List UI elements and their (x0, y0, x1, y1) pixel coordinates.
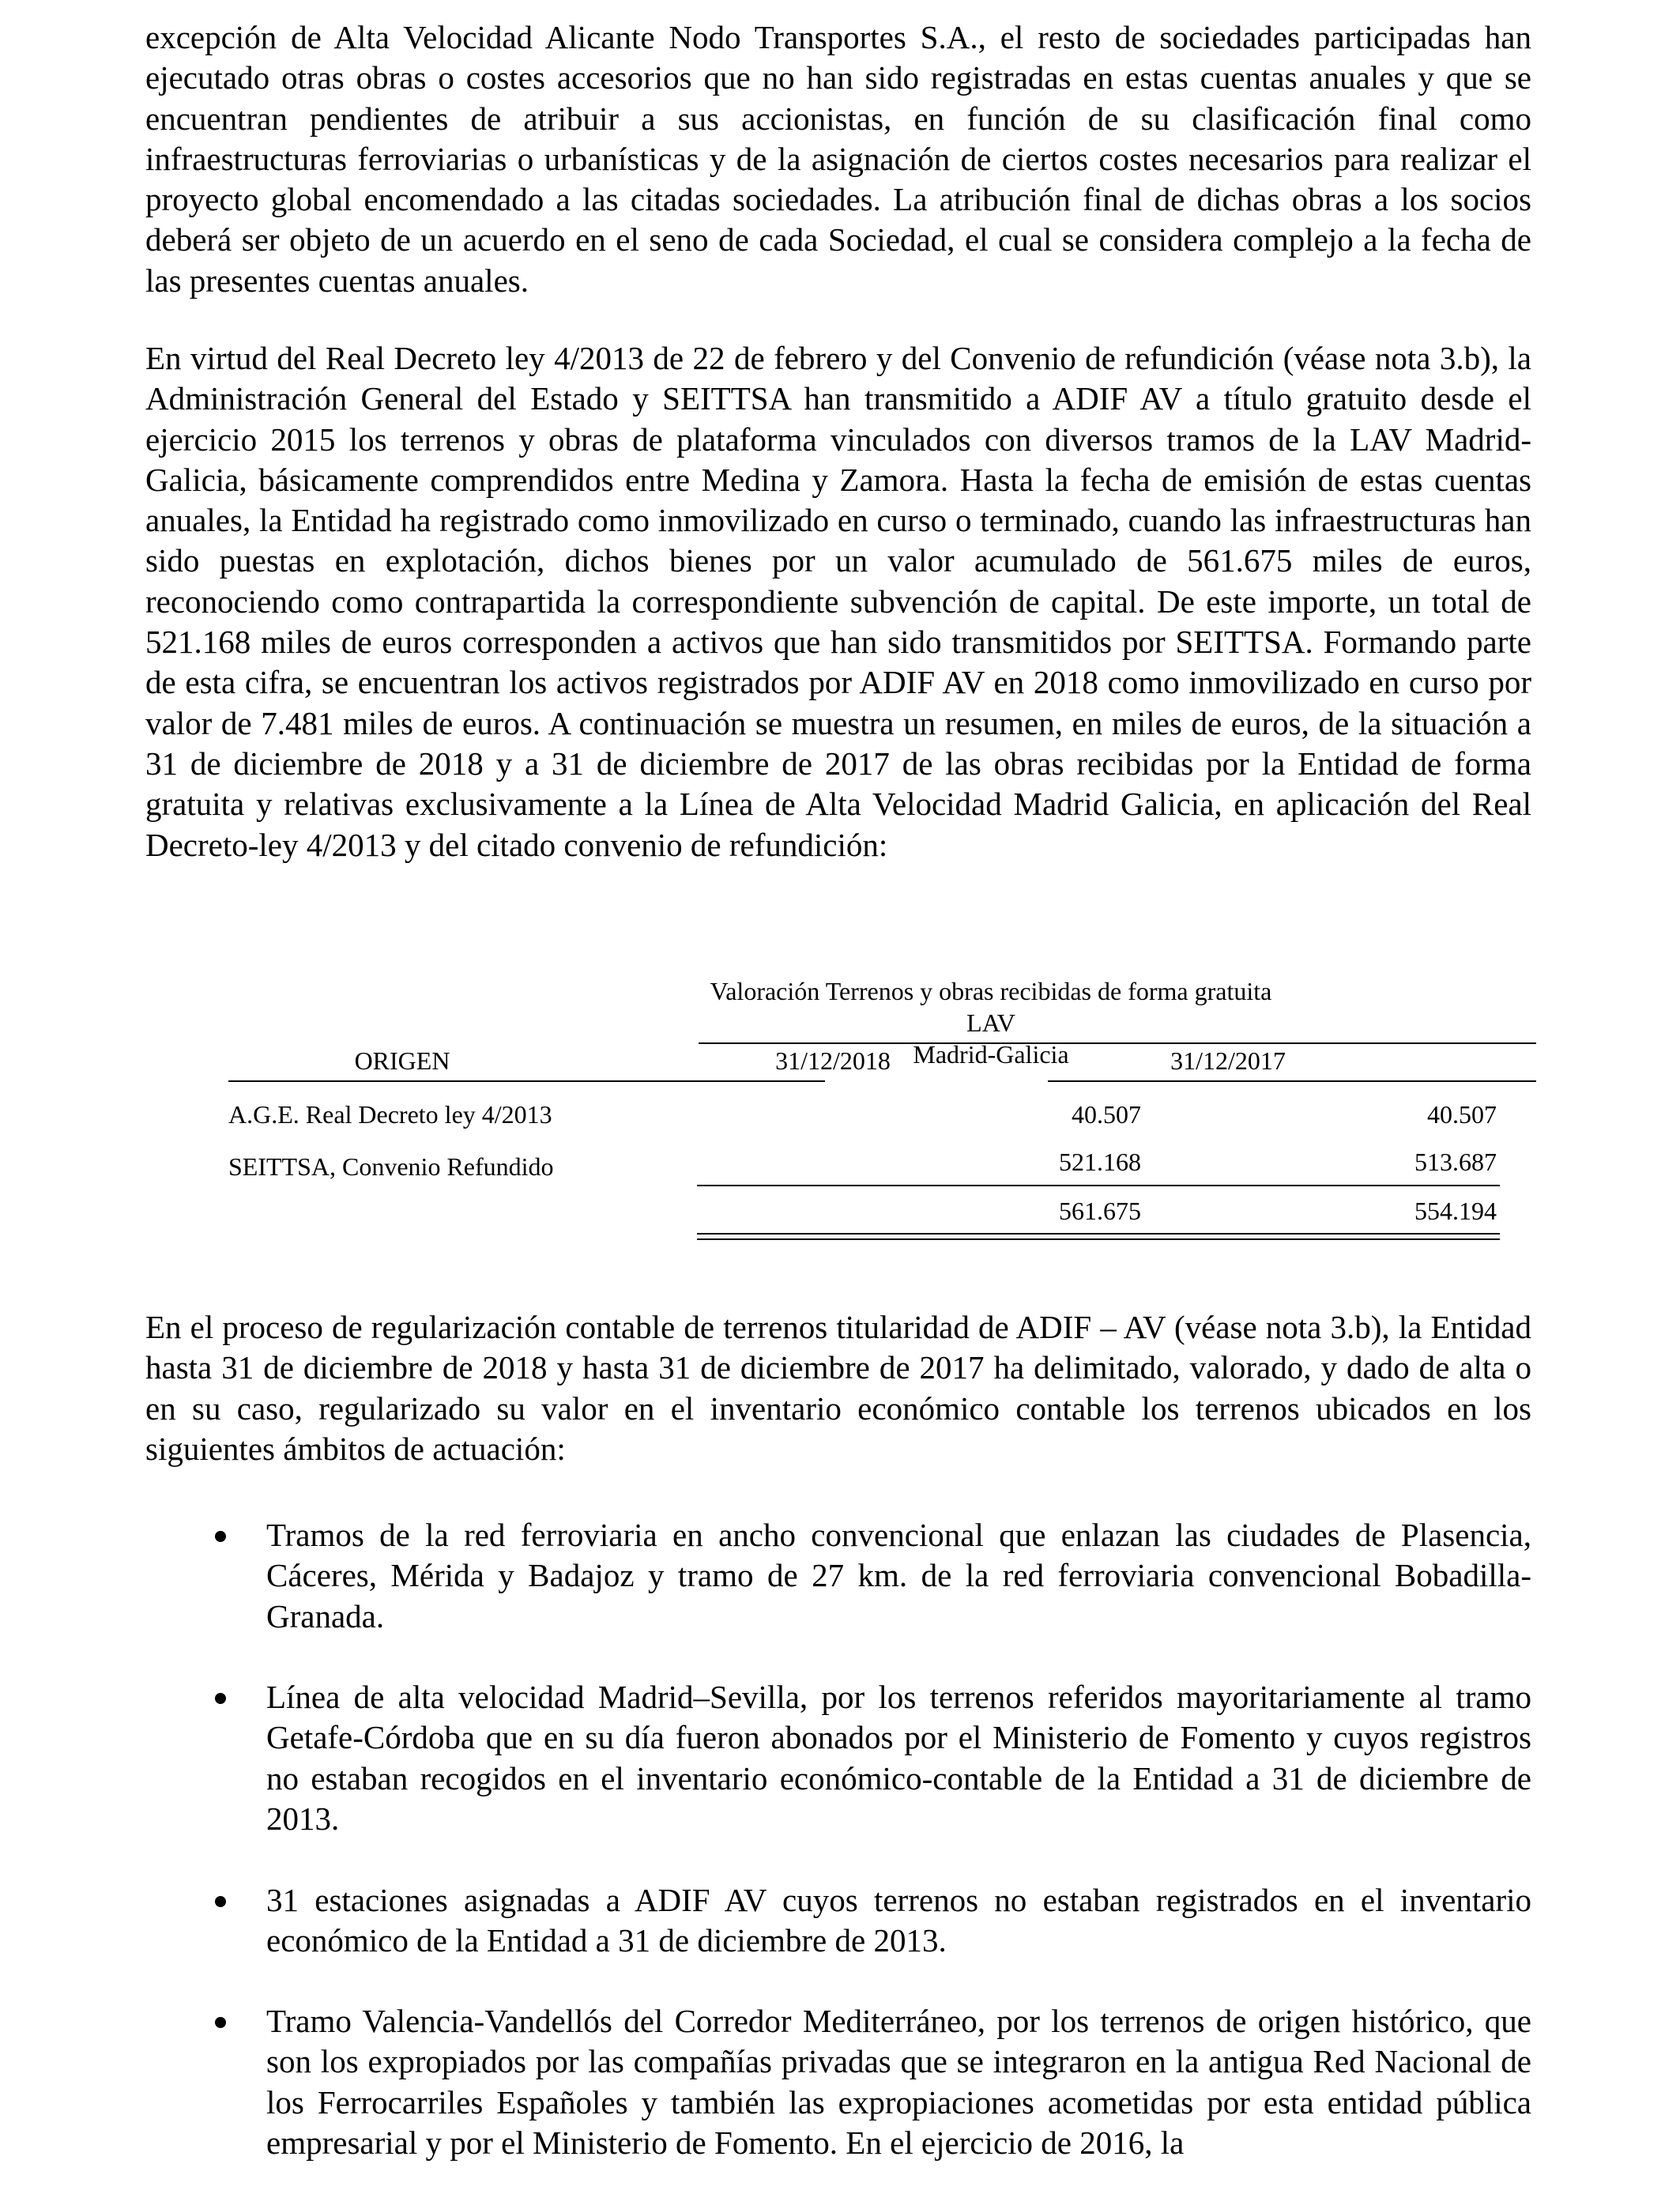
table-row-label: SEITTSA, Convenio Refundido (228, 1152, 554, 1181)
table-row-label: A.G.E. Real Decreto ley 4/2013 (228, 1100, 552, 1129)
bullet-icon (215, 1693, 226, 1704)
header-underline-origen (228, 1080, 825, 1082)
valuation-table (145, 950, 1531, 1266)
table-cell-2017: 513.687 (1414, 1148, 1497, 1176)
table-total-2018: 561.675 (1059, 1197, 1141, 1225)
table-caption-line-2: Madrid-Galicia (913, 1040, 1069, 1069)
header-underline-2017 (1048, 1080, 1536, 1082)
table-caption-line-1: Valoración Terrenos y obras recibidas de forma gratuita LAV (710, 977, 1272, 1037)
table-cell-2017: 40.507 (1427, 1100, 1497, 1129)
table-total-2017: 554.194 (1414, 1197, 1497, 1225)
table-cell-2018: 521.168 (1059, 1148, 1141, 1176)
table-cell-2018: 40.507 (1072, 1100, 1141, 1129)
subtotal-rule-2017 (1051, 1185, 1500, 1186)
bullet-icon (215, 2017, 226, 2028)
list-item-text: Línea de alta velocidad Madrid–Sevilla, por los terrenos referidos mayoritariamente al tramo Getafe-Córdoba que en su día fueron abonados por el Ministerio de Fomento y cuyos registros no estaban recogidos en el inventario económico-contable de la Entidad a 31 de diciembre de 2013. (266, 1679, 1531, 1837)
bullet-icon (215, 1531, 226, 1542)
list-item-text: Tramo Valencia-Vandellós del Corredor Mediterráneo, por los terrenos de origen histórico, que son los expropiados por las compañías privadas que se integraron en la antigua Red Nacional de los Ferrocarriles Españoles y también las expropiaciones acometidas por esta entidad pública empresarial y por el Ministerio de Fomento. En el ejercicio de 2016, la (266, 2003, 1531, 2161)
list-item-text: 31 estaciones asignadas a ADIF AV cuyos terrenos no estaban registrados en el inventario económico de la Entidad a 31 de diciembre de 2013. (266, 1882, 1531, 1959)
column-header-origen: ORIGEN (354, 1046, 450, 1075)
paragraph-3: En el proceso de regularización contable de terrenos titularidad de ADIF – AV (véase nota 3.b), la Entidad hasta 31 de diciembre de 2018 y hasta 31 de diciembre de 2017 ha delimitado, valorado, y dado de alta o en su caso, regularizado su valor en el inventario económico contable los terrenos ubicados en los siguientes ámbitos de actuación: (145, 1309, 1531, 1467)
bullet-icon (215, 1896, 226, 1907)
column-header-2018: 31/12/2018 (775, 1046, 891, 1075)
caption-underline (699, 1042, 1536, 1044)
list-item-text: Tramos de la red ferroviaria en ancho convencional que enlazan las ciudades de Plasencia, Cáceres, Mérida y Badajoz y tramo de 27 km. de la red ferroviaria convencional Bobadilla-Granada. (266, 1517, 1531, 1634)
paragraph-1: excepción de Alta Velocidad Alicante Nodo Transportes S.A., el resto de sociedades participadas han ejecutado otras obras o costes accesorios que no han sido registradas en estas cuentas anuales y que se encuentran pendientes de atribuir a sus accionistas, en función de su clasificación final como infraestructuras ferroviarias o urbanísticas y de la asignación de ciertos costes necesarios para realizar el proyecto global encomendado a las citadas sociedades. La atribución final de dichas obras a los socios deberá ser objeto de un acuerdo en el seno de cada Sociedad, el cual se considera complejo a la fecha de las presentes cuentas anuales. (145, 19, 1531, 299)
total-double-rule-2017 (1051, 1233, 1500, 1240)
column-header-2017: 31/12/2017 (1170, 1046, 1286, 1075)
paragraph-2: En virtud del Real Decreto ley 4/2013 de 22 de febrero y del Convenio de refundición (véase nota 3.b), la Administración General del Estado y SEITTSA han transmitido a ADIF AV a título gratuito desde el ejercicio 2015 los terrenos y obras de plataforma vinculados con diversos tramos de la LAV Madrid-Galicia, básicamente comprendidos entre Medina y Zamora. Hasta la fecha de emisión de estas cuentas anuales, la Entidad ha registrado como inmovilizado en curso o terminado, cuando las infraestructuras han sido puestas en explotación, dichos bienes por un valor acumulado de 561.675 miles de euros, reconociendo como contrapartida la correspondiente subvención de capital. De este importe, un total de 521.168 miles de euros corresponden a activos que han sido transmitidos por SEITTSA. Formando parte de esta cifra, se encuentran los activos registrados por ADIF AV en 2018 como inmovilizado en curso por valor de 7.481 miles de euros. A continuación se muestra un resumen, en miles de euros, de la situación a 31 de diciembre de 2018 y a 31 de diciembre de 2017 de las obras recibidas por la Entidad de forma gratuita y relativas exclusivamente a la Línea de Alta Velocidad Madrid Galicia, en aplicación del Real Decreto-ley 4/2013 y del citado convenio de refundición: (145, 340, 1531, 863)
